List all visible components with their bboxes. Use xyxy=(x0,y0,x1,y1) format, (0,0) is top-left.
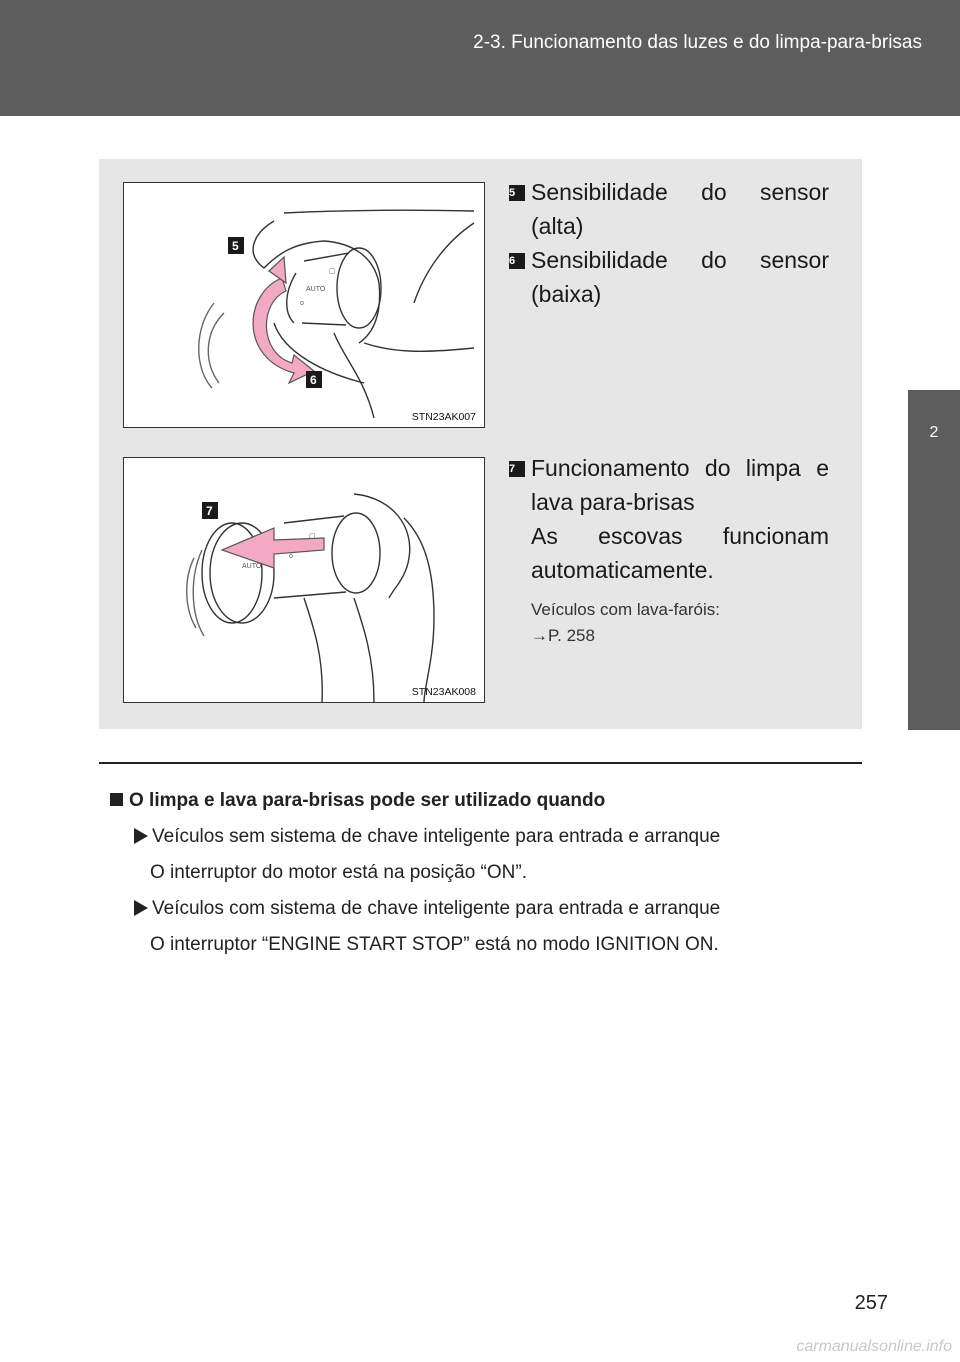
wiper-dial-illustration xyxy=(124,183,484,427)
bullet-title: Veículos sem sistema de chave inteligente para entrada e arranque xyxy=(152,826,721,847)
callout-6 xyxy=(509,243,829,311)
svg-text:6: 6 xyxy=(310,373,317,387)
callout-text: Sensibilidade do sensor (baixa) xyxy=(531,247,829,307)
square-bullet-icon xyxy=(110,793,123,806)
triangle-bullet-icon xyxy=(134,828,148,844)
svg-text:o: o xyxy=(300,300,304,307)
section-heading: O limpa e lava para-brisas pode ser utilizado quando xyxy=(129,790,606,811)
figure-washer-operation xyxy=(123,457,485,703)
dial-mark-auto: AUTO xyxy=(306,286,326,293)
svg-text:▢: ▢ xyxy=(309,533,316,540)
headlamp-cleaner-note: Veículos com lava-faróis: xyxy=(531,600,720,619)
callout-number: 5 xyxy=(509,185,525,201)
svg-text:7: 7 xyxy=(206,504,213,518)
watermark: carmanualsonline.info xyxy=(796,1338,952,1355)
callout-description: As escovas funcionam automaticamente. xyxy=(531,523,829,583)
rotate-arrow-icon xyxy=(253,278,314,383)
svg-text:AUTO: AUTO xyxy=(242,563,262,570)
bullet-text: O interruptor “ENGINE START STOP” está no modo IGNITION ON. xyxy=(150,934,719,955)
callout-number: 6 xyxy=(509,253,525,269)
page-reference-link[interactable]: →P. 258 xyxy=(531,626,595,645)
bullet-title: Veículos com sistema de chave inteligente para entrada e arranque xyxy=(152,898,721,919)
callout-7 xyxy=(509,451,829,649)
figure-code: STN23AK008 xyxy=(411,686,476,698)
svg-text:5: 5 xyxy=(232,239,239,253)
section-title: 2-3. Funcionamento das luzes e do limpa-para-brisas xyxy=(473,32,922,53)
chapter-number: 2 xyxy=(929,424,939,441)
callout-5 xyxy=(509,175,829,243)
chapter-label: Durante a condução xyxy=(16,478,37,642)
figure-sensor-sensitivity xyxy=(123,182,485,428)
callout-text: Funcionamento do limpa e lava para-brisas xyxy=(531,455,829,515)
figure-code: STN23AK007 xyxy=(411,411,476,423)
illustration-panel xyxy=(99,159,862,729)
page-header xyxy=(0,0,960,116)
section-divider xyxy=(99,762,862,764)
bullet-text: O interruptor do motor está na posição “ON”. xyxy=(150,862,527,883)
svg-text:o: o xyxy=(289,553,293,560)
callout-number: 7 xyxy=(509,461,525,477)
triangle-bullet-icon xyxy=(134,900,148,916)
page-number: 257 xyxy=(854,1292,888,1314)
callout-text: Sensibilidade do sensor (alta) xyxy=(531,179,829,239)
usage-conditions xyxy=(110,788,850,958)
wiper-push-illustration xyxy=(124,458,484,702)
svg-text:▢: ▢ xyxy=(329,268,336,275)
